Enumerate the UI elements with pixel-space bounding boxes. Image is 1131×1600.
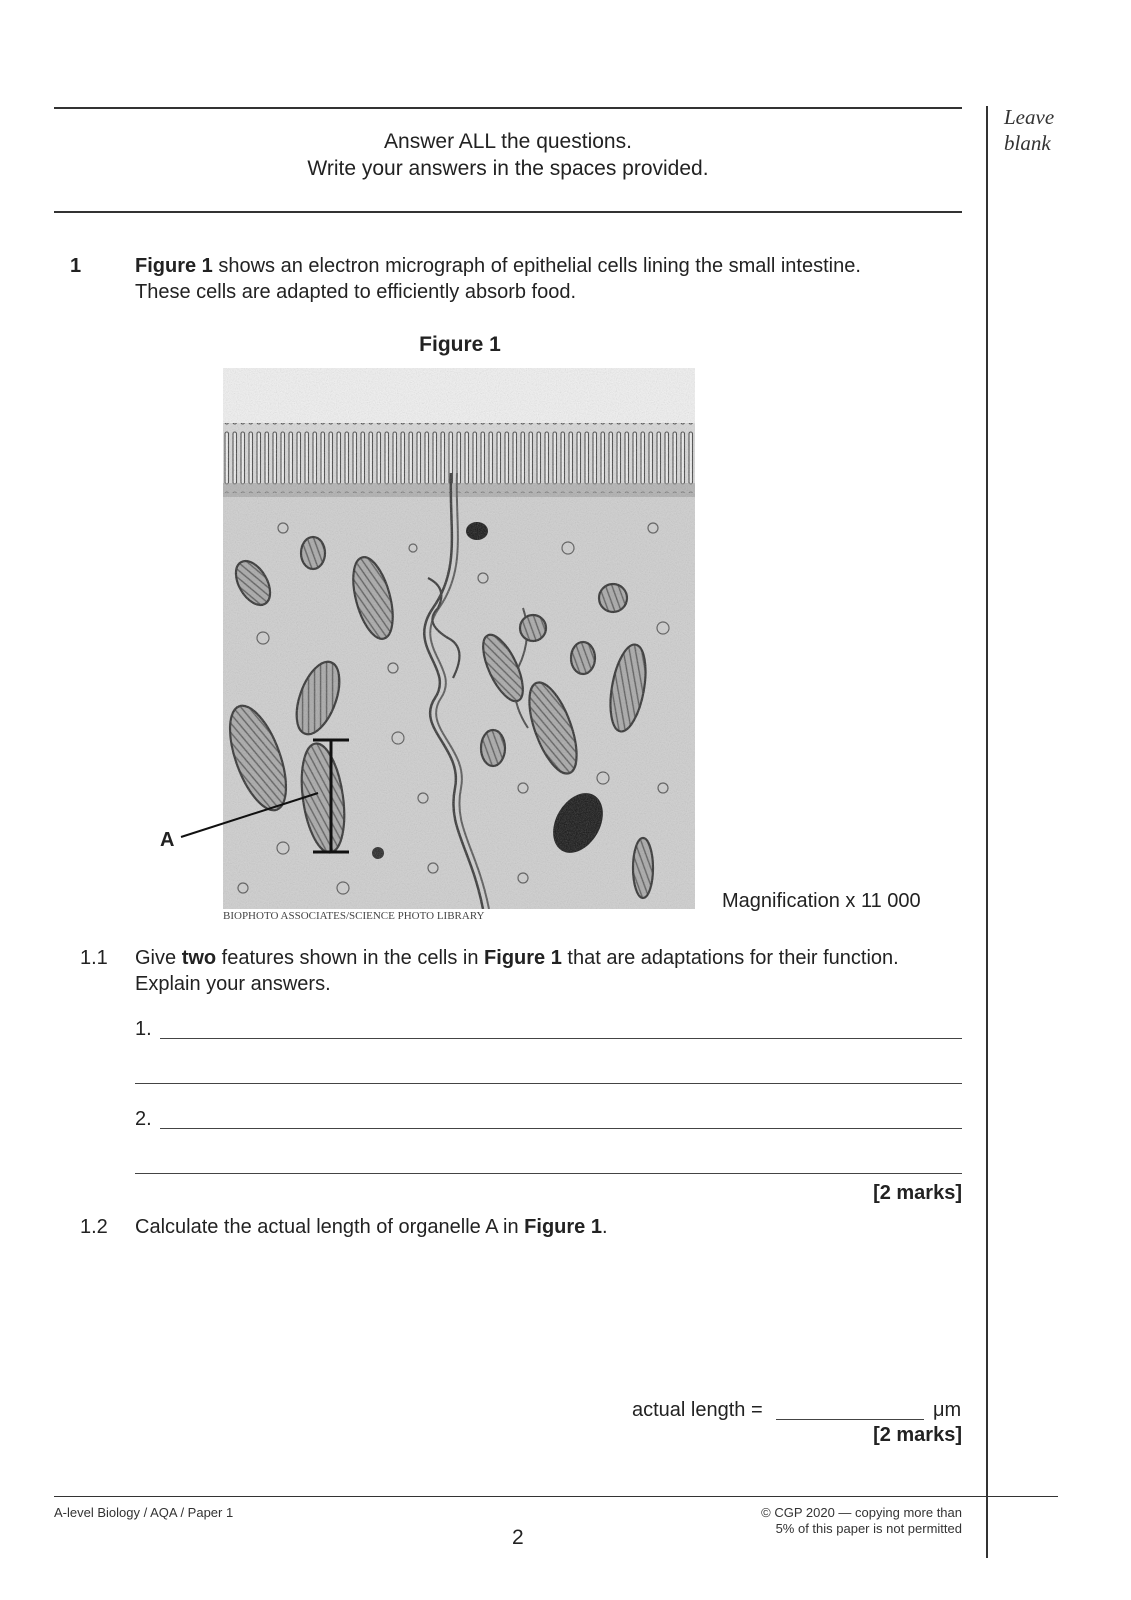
figure-title: Figure 1 bbox=[419, 333, 501, 356]
question-1-2-number: 1.2 bbox=[80, 1216, 108, 1238]
footer-copyright-2: 5% of this paper is not permitted bbox=[775, 1521, 962, 1536]
actual-length-unit: μm bbox=[933, 1399, 962, 1421]
q1-2-text-a: Calculate the actual length of organelle A in bbox=[135, 1216, 525, 1238]
margin-rule bbox=[986, 106, 988, 1558]
question-1-2-text bbox=[135, 1214, 608, 1240]
actual-length-answer-line[interactable] bbox=[776, 1419, 924, 1420]
label-a: A bbox=[160, 829, 175, 851]
question-1-intro-line2: These cells are adapted to efficiently absorb food. bbox=[135, 281, 577, 303]
answer-2-label: 2. bbox=[135, 1108, 152, 1130]
q1-2-text-c: . bbox=[601, 1216, 608, 1238]
header-top-rule bbox=[54, 107, 962, 109]
figure-ref: Figure 1 bbox=[135, 255, 213, 277]
page-number: 2 bbox=[512, 1526, 524, 1549]
leave-blank-label: Leave blank bbox=[1004, 105, 1055, 155]
intro-text: shows an electron micrograph of epithelial cells lining the small intestine. bbox=[212, 255, 861, 277]
q1-2-marks: [2 marks] bbox=[873, 1424, 962, 1446]
question-1-number: 1 bbox=[70, 255, 82, 277]
footer-copyright-1: © CGP 2020 — copying more than bbox=[761, 1505, 962, 1520]
question-1-1-number: 1.1 bbox=[80, 947, 108, 969]
footer-rule bbox=[54, 1496, 1058, 1497]
q1-1-marks: [2 marks] bbox=[873, 1182, 962, 1204]
header-bottom-rule bbox=[54, 211, 962, 213]
q1-1-bold-two: two bbox=[181, 947, 217, 969]
header-line-2: Write your answers in the spaces provided. bbox=[307, 157, 709, 180]
question-1-1-line2: Explain your answers. bbox=[135, 973, 331, 995]
question-1-1-text bbox=[135, 945, 965, 971]
question-1-intro bbox=[135, 253, 955, 279]
header-line-1: Answer ALL the questions. bbox=[384, 130, 632, 153]
q1-1-text-c: features shown in the cells in bbox=[216, 947, 485, 969]
image-credit: BIOPHOTO ASSOCIATES/SCIENCE PHOTO LIBRARY bbox=[223, 910, 485, 922]
label-a-pointer bbox=[178, 790, 338, 850]
answer-1-line-2[interactable] bbox=[135, 1083, 962, 1084]
answer-2-line-2[interactable] bbox=[135, 1173, 962, 1174]
q1-1-figure-ref: Figure 1 bbox=[484, 947, 562, 969]
answer-2-line-1[interactable] bbox=[160, 1128, 962, 1129]
q1-2-figure-ref: Figure 1 bbox=[524, 1216, 602, 1238]
q1-1-text-a: Give bbox=[135, 947, 182, 969]
footer-course: A-level Biology / AQA / Paper 1 bbox=[54, 1505, 234, 1520]
q1-1-text-e: that are adaptations for their function. bbox=[561, 947, 899, 969]
actual-length-label: actual length = bbox=[632, 1399, 769, 1421]
magnification-label: Magnification x 11 000 bbox=[722, 890, 921, 912]
answer-1-label: 1. bbox=[135, 1018, 152, 1040]
answer-1-line-1[interactable] bbox=[160, 1038, 962, 1039]
